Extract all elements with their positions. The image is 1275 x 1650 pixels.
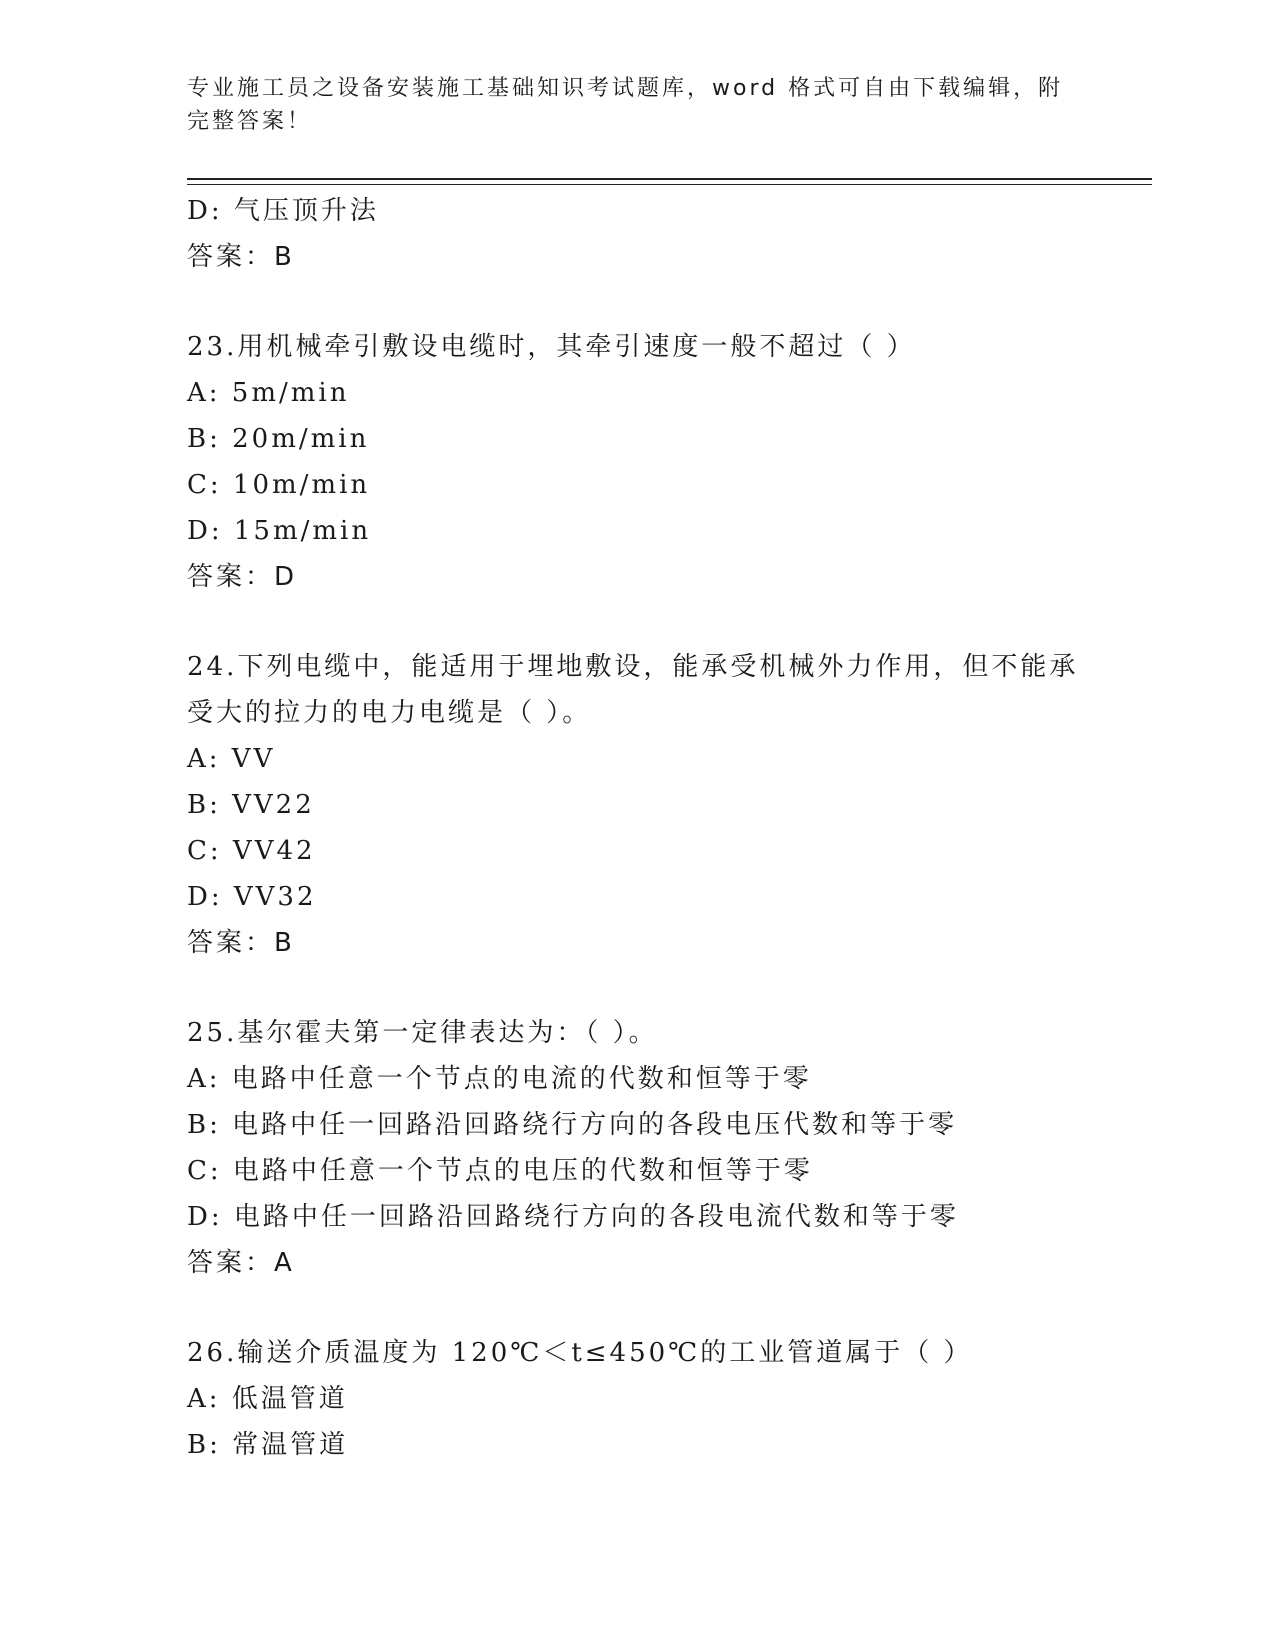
option-d: D: 气压顶升法 bbox=[187, 196, 379, 226]
question-24 bbox=[187, 644, 1087, 966]
option-d: D: 电路中任一回路沿回路绕行方向的各段电流代数和等于零 bbox=[187, 1202, 959, 1232]
page-header: 专业施工员之设备安装施工基础知识考试题库，word 格式可自由下载编辑，附完整答案！ bbox=[187, 76, 1064, 134]
question-26 bbox=[187, 1330, 1087, 1468]
question-stem: 24.下列电缆中，能适用于埋地敷设，能承受机械外力作用，但不能承受大的拉力的电力电缆是（ ）。 bbox=[187, 652, 1079, 728]
question-25 bbox=[187, 1010, 1087, 1286]
question-stem: 25.基尔霍夫第一定律表达为：（ ）。 bbox=[187, 1018, 658, 1048]
option-a: A: 电路中任意一个节点的电流的代数和恒等于零 bbox=[187, 1064, 812, 1094]
header-rule-thick bbox=[187, 178, 1152, 180]
option-b: B: 20m/min bbox=[187, 424, 370, 454]
answer: 答案：B bbox=[187, 928, 295, 958]
question-stem: 23.用机械牵引敷设电缆时，其牵引速度一般不超过（ ） bbox=[187, 332, 916, 362]
option-a: A: 低温管道 bbox=[187, 1384, 348, 1414]
option-d: D: 15m/min bbox=[187, 516, 372, 546]
answer: 答案：A bbox=[187, 1248, 295, 1278]
question-23 bbox=[187, 324, 1087, 600]
header-rule-thin bbox=[187, 184, 1152, 185]
option-b: B: 常温管道 bbox=[187, 1430, 349, 1460]
answer: 答案：B bbox=[187, 242, 295, 272]
option-d: D: VV32 bbox=[187, 882, 317, 912]
option-b: B: 电路中任一回路沿回路绕行方向的各段电压代数和等于零 bbox=[187, 1110, 958, 1140]
answer: 答案：D bbox=[187, 562, 298, 592]
option-c: C: VV42 bbox=[187, 836, 316, 866]
question-content bbox=[187, 188, 1087, 1468]
option-b: B: VV22 bbox=[187, 790, 315, 820]
option-a: A: 5m/min bbox=[187, 378, 350, 408]
option-c: C: 10m/min bbox=[187, 470, 371, 500]
option-c: C: 电路中任意一个节点的电压的代数和恒等于零 bbox=[187, 1156, 813, 1186]
option-a: A: VV bbox=[187, 744, 276, 774]
question-stem: 26.输送介质温度为 120℃＜t≤450℃的工业管道属于（ ） bbox=[187, 1338, 973, 1368]
